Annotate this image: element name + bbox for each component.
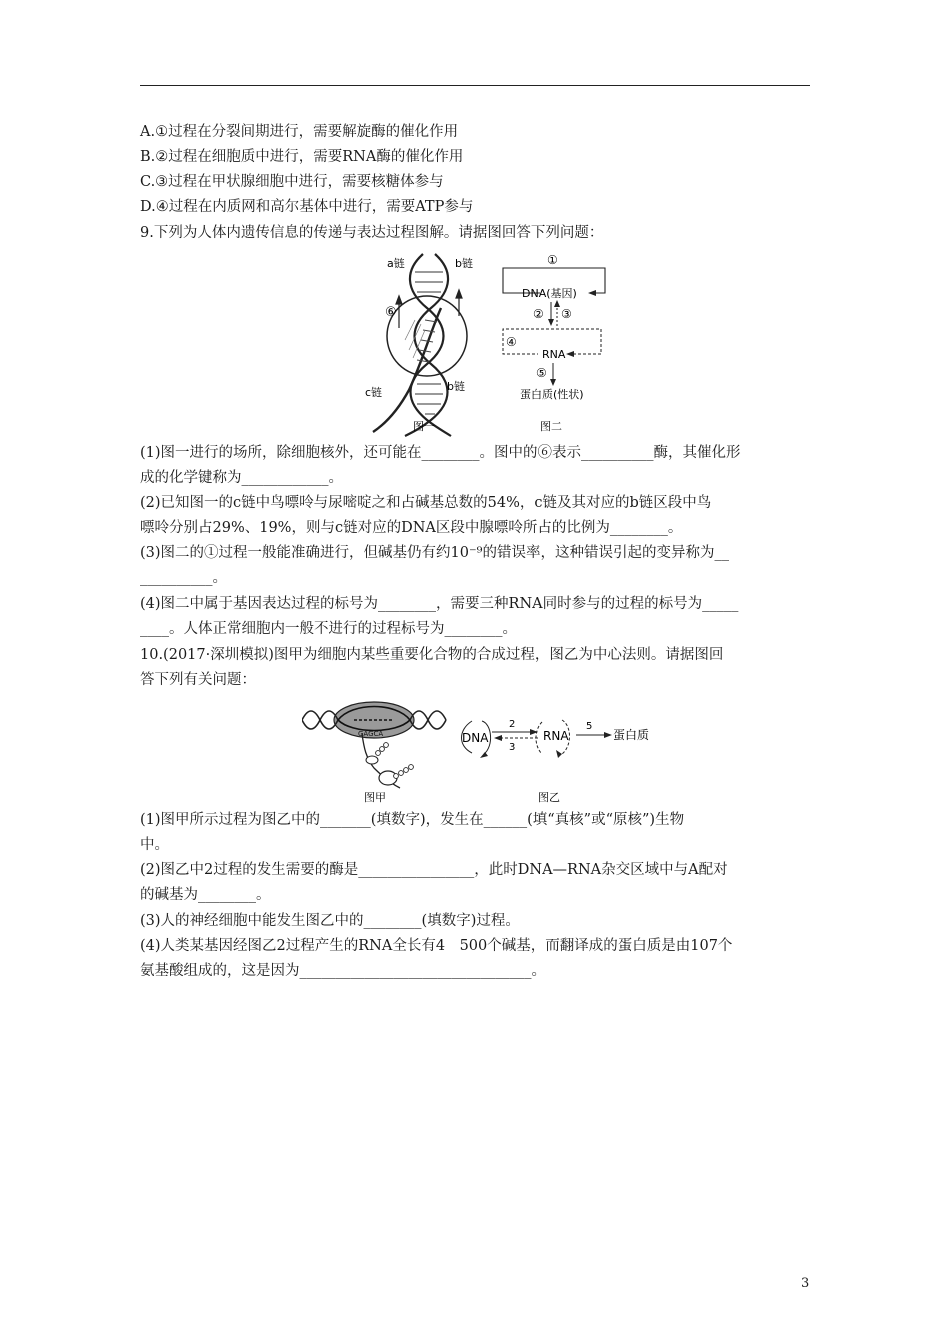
q10-line-5: (3)人的神经细胞中能发生图乙中的________(填数字)过程。 bbox=[140, 913, 520, 929]
q9-line-2: 成的化学键称为____________。 bbox=[140, 470, 343, 486]
label-process-2: 2 bbox=[509, 719, 516, 730]
label-process-3: ③ bbox=[561, 307, 572, 321]
option-d: D.④过程在内质网和高尔基体中进行，需要ATP参与 bbox=[140, 199, 474, 215]
option-b: B.②过程在细胞质中进行，需要RNA酶的催化作用 bbox=[140, 149, 464, 165]
option-c: C.③过程在甲状腺细胞中进行，需要核糖体参与 bbox=[140, 174, 444, 190]
page-number: 3 bbox=[801, 1276, 810, 1291]
q9-line-6: __________。 bbox=[140, 570, 227, 586]
figure-yi-caption: 图乙 bbox=[538, 791, 560, 804]
header-rule bbox=[140, 85, 810, 86]
figure-jia-transcription-translation bbox=[302, 698, 447, 804]
figure-yi-central-dogma bbox=[458, 708, 658, 804]
q10-line-2: 中。 bbox=[140, 837, 169, 853]
label-process-3: 3 bbox=[509, 742, 516, 753]
figure-jia-caption: 图甲 bbox=[364, 791, 386, 804]
figure-1-transcription bbox=[365, 250, 490, 440]
label-a-chain: a链 bbox=[387, 257, 405, 270]
base-sequence-label: GAGCA bbox=[358, 730, 384, 738]
translation-arrow-icon bbox=[550, 379, 556, 386]
q10-line-3: (2)图乙中2过程的发生需要的酶是________________，此时DNA—RNA杂交区域中与A配对 bbox=[140, 862, 728, 878]
label-process-4: ④ bbox=[506, 335, 517, 349]
label-c-chain: c链 bbox=[365, 386, 383, 399]
label-process-2: ② bbox=[533, 307, 544, 321]
label-rna: RNA bbox=[543, 729, 569, 743]
label-protein: 蛋白质 bbox=[613, 728, 650, 742]
q9-line-5: (3)图二的①过程一般能准确进行，但碱基仍有约10⁻⁹的错误率，这种错误引起的变异称为__ bbox=[140, 545, 729, 561]
q10-line-6: (4)人类某基因经图乙2过程产生的RNA全长有4 500个碱基，而翻译成的蛋白质是由107个 bbox=[140, 938, 733, 954]
label-protein-trait: 蛋白质(性状) bbox=[520, 388, 584, 401]
reverse-transcription-arrow-icon bbox=[494, 735, 502, 741]
label-process-5: 5 bbox=[586, 721, 593, 732]
label-b-chain-top: b链 bbox=[455, 257, 473, 270]
rna-replication-arrowhead-icon bbox=[566, 351, 574, 357]
q10-line-7: 氨基酸组成的，这是因为________________________________。 bbox=[140, 963, 546, 979]
label-b-chain-bottom: b链 bbox=[447, 380, 465, 393]
figure-1-caption: 图一 bbox=[413, 420, 435, 433]
up-arrow-right-icon bbox=[456, 290, 462, 316]
q9-line-7: (4)图二中属于基因表达过程的标号为________，需要三种RNA同时参与的过程的标号为_____ bbox=[140, 596, 739, 612]
reverse-transcription-arrow-icon bbox=[554, 300, 560, 307]
transcription-arrow-icon bbox=[548, 319, 554, 326]
q9-line-1: (1)图一进行的场所，除细胞核外，还可能在________。图中的⑥表示__________酶，其催化形 bbox=[140, 445, 741, 461]
q10-line-1: (1)图甲所示过程为图乙中的_______(填数字)，发生在______(填“真核”或“原核”)生物 bbox=[140, 812, 685, 828]
q10-line-4: 的碱基为________。 bbox=[140, 887, 271, 903]
label-dna-gene: DNA(基因) bbox=[522, 287, 577, 300]
up-arrow-left-icon bbox=[396, 296, 402, 328]
option-a: A.①过程在分裂间期进行，需要解旋酶的催化作用 bbox=[140, 124, 459, 140]
figure-2-central-dogma bbox=[498, 250, 618, 436]
q9-stem: 9.下列为人体内遗传信息的传递与表达过程图解。请据图回答下列问题： bbox=[140, 225, 604, 241]
q9-line-8: ____。人体正常细胞内一般不进行的过程标号为________。 bbox=[140, 621, 517, 637]
translation-arrow-icon bbox=[604, 732, 612, 738]
q10-stem-line-2: 答下列有关问题： bbox=[140, 672, 256, 688]
label-process-1: ① bbox=[547, 253, 558, 267]
label-process-5: ⑤ bbox=[536, 366, 547, 380]
q9-line-3: (2)已知图一的c链中鸟嘌呤与尿嘧啶之和占碱基总数的54%，c链及其对应的b链区段中鸟 bbox=[140, 495, 712, 511]
label-six: ⑥ bbox=[385, 305, 397, 320]
q10-stem-line-1: 10.(2017·深圳模拟)图甲为细胞内某些重要化合物的合成过程，图乙为中心法则。请据图回 bbox=[140, 647, 724, 663]
figure-2-caption: 图二 bbox=[540, 420, 562, 433]
label-dna: DNA bbox=[462, 731, 489, 745]
replication-arrowhead-icon bbox=[588, 290, 596, 296]
label-rna: RNA bbox=[542, 348, 566, 361]
q9-line-4: 嘌呤分别占29%、19%，则与c链对应的DNA区段中腺嘌呤所占的比例为________。 bbox=[140, 520, 683, 536]
